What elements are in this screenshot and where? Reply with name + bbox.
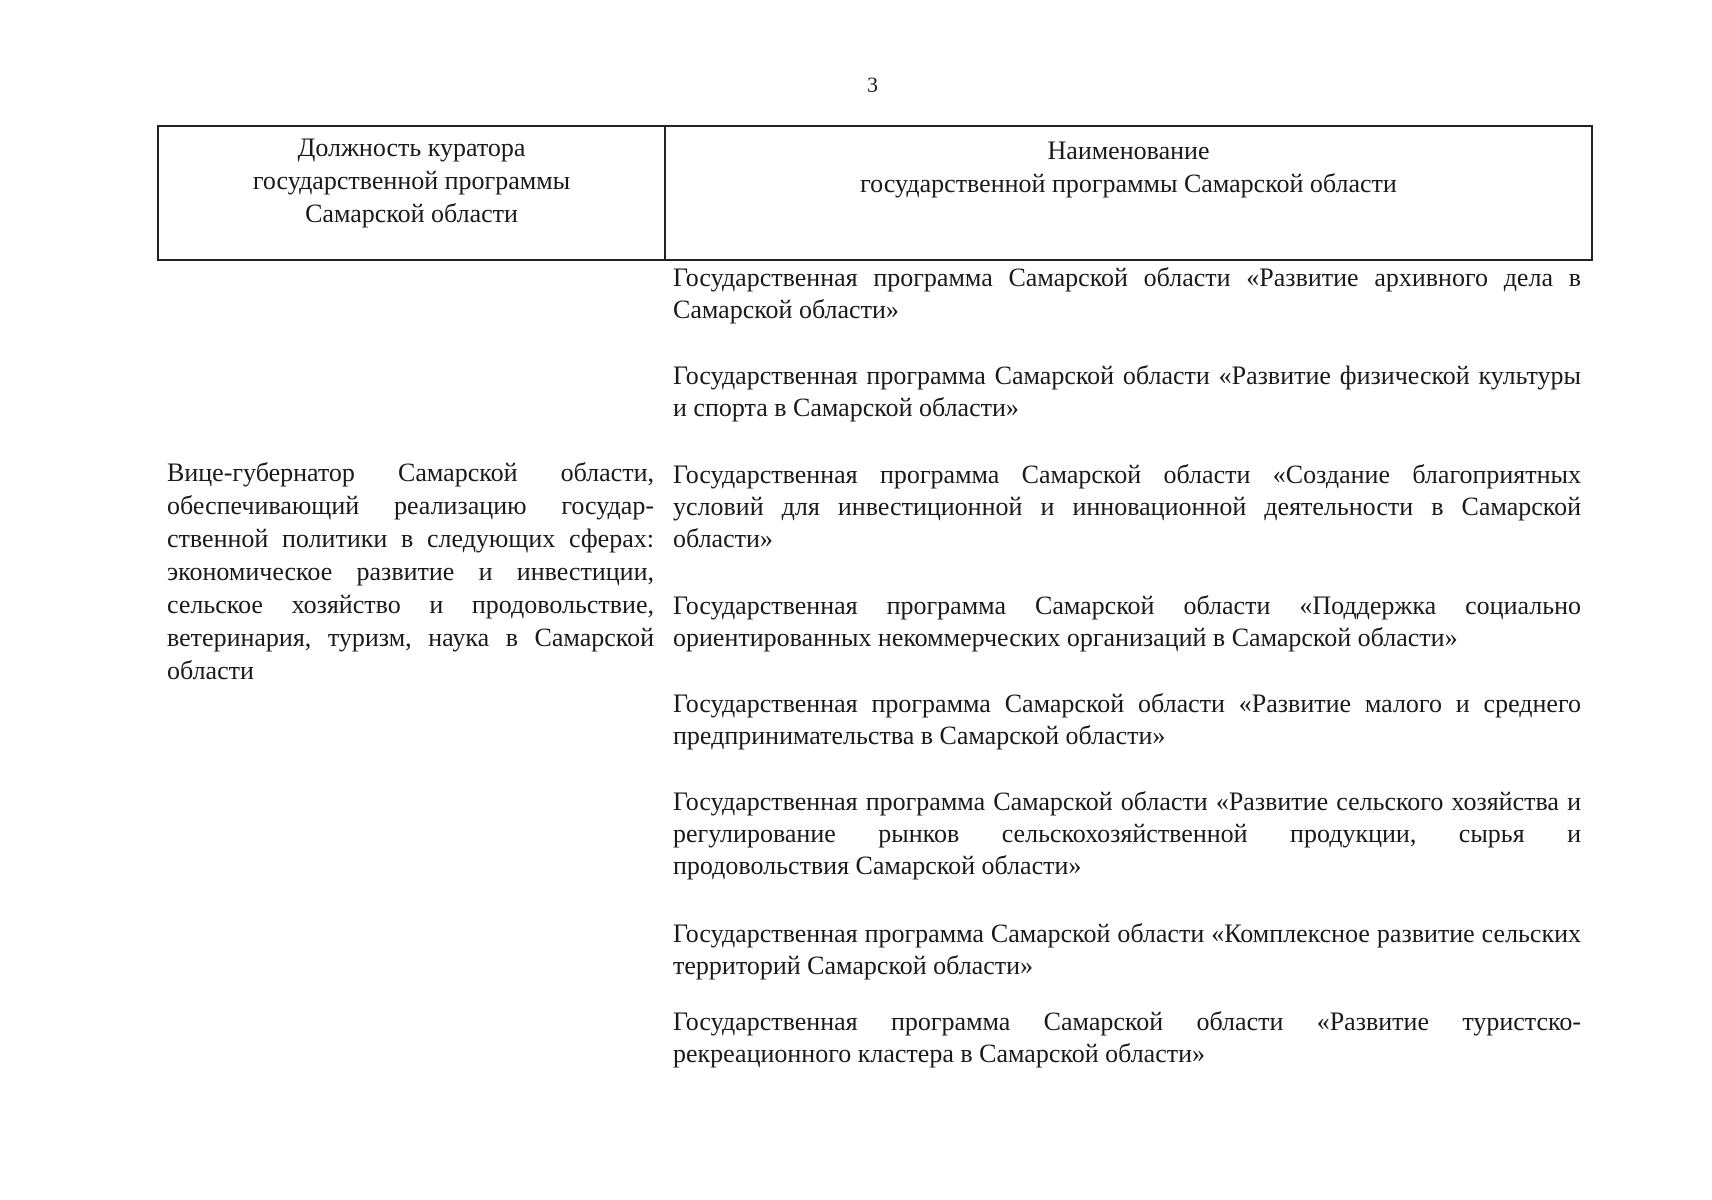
header-program-line: Наименование (1047, 136, 1210, 165)
program-item: Государственная программа Самарской области «Комплексное развитие сельских территорий Самарской области» (673, 919, 1581, 980)
program-item: Государственная программа Самарской области «Развитие туристско-рекреационного кластера в Самарской области» (673, 1007, 1581, 1068)
header-curator-line: государственной программы (252, 166, 571, 195)
program-item: Государственная программа Самарской области «Развитие физической культуры и спорта в Самарской области» (673, 361, 1581, 422)
header-program-column (666, 127, 1591, 259)
program-item: Государственная программа Самарской области «Создание благоприятных условий для инвестиционной и инновационной деятельности в Самарской области» (673, 460, 1581, 553)
table-header (157, 125, 1593, 261)
header-program-line: государственной программы Самарской области (860, 169, 1397, 198)
program-item: Государственная программа Самарской области «Развитие сельского хозяйства и регулирование рынков сельскохозяйственной продукции, сырья и продовольствия Самарской области» (673, 787, 1581, 880)
program-item: Государственная программа Самарской области «Поддержка социально ориентированных некоммерческих организаций в Самарской области» (673, 591, 1581, 652)
program-item: Государственная программа Самарской области «Развитие архивного дела в Самарской области» (673, 263, 1581, 324)
program-item: Государственная программа Самарской области «Развитие малого и среднего предпринимательства в Самарской области» (673, 689, 1581, 750)
curator-position: Вице-губернатор Самарской области, обеспечивающий реализацию государственной политики в следующих сферах: экономическое развитие и инвестиции, сельское хозяйство и продовольствие, ветеринария, туризм, наука в Самарской области (167, 458, 654, 685)
header-curator-line: Должность куратора (297, 133, 526, 162)
header-curator-line: Самарской области (305, 199, 518, 228)
header-curator-column (159, 127, 666, 259)
page-number: 3 (867, 72, 878, 97)
